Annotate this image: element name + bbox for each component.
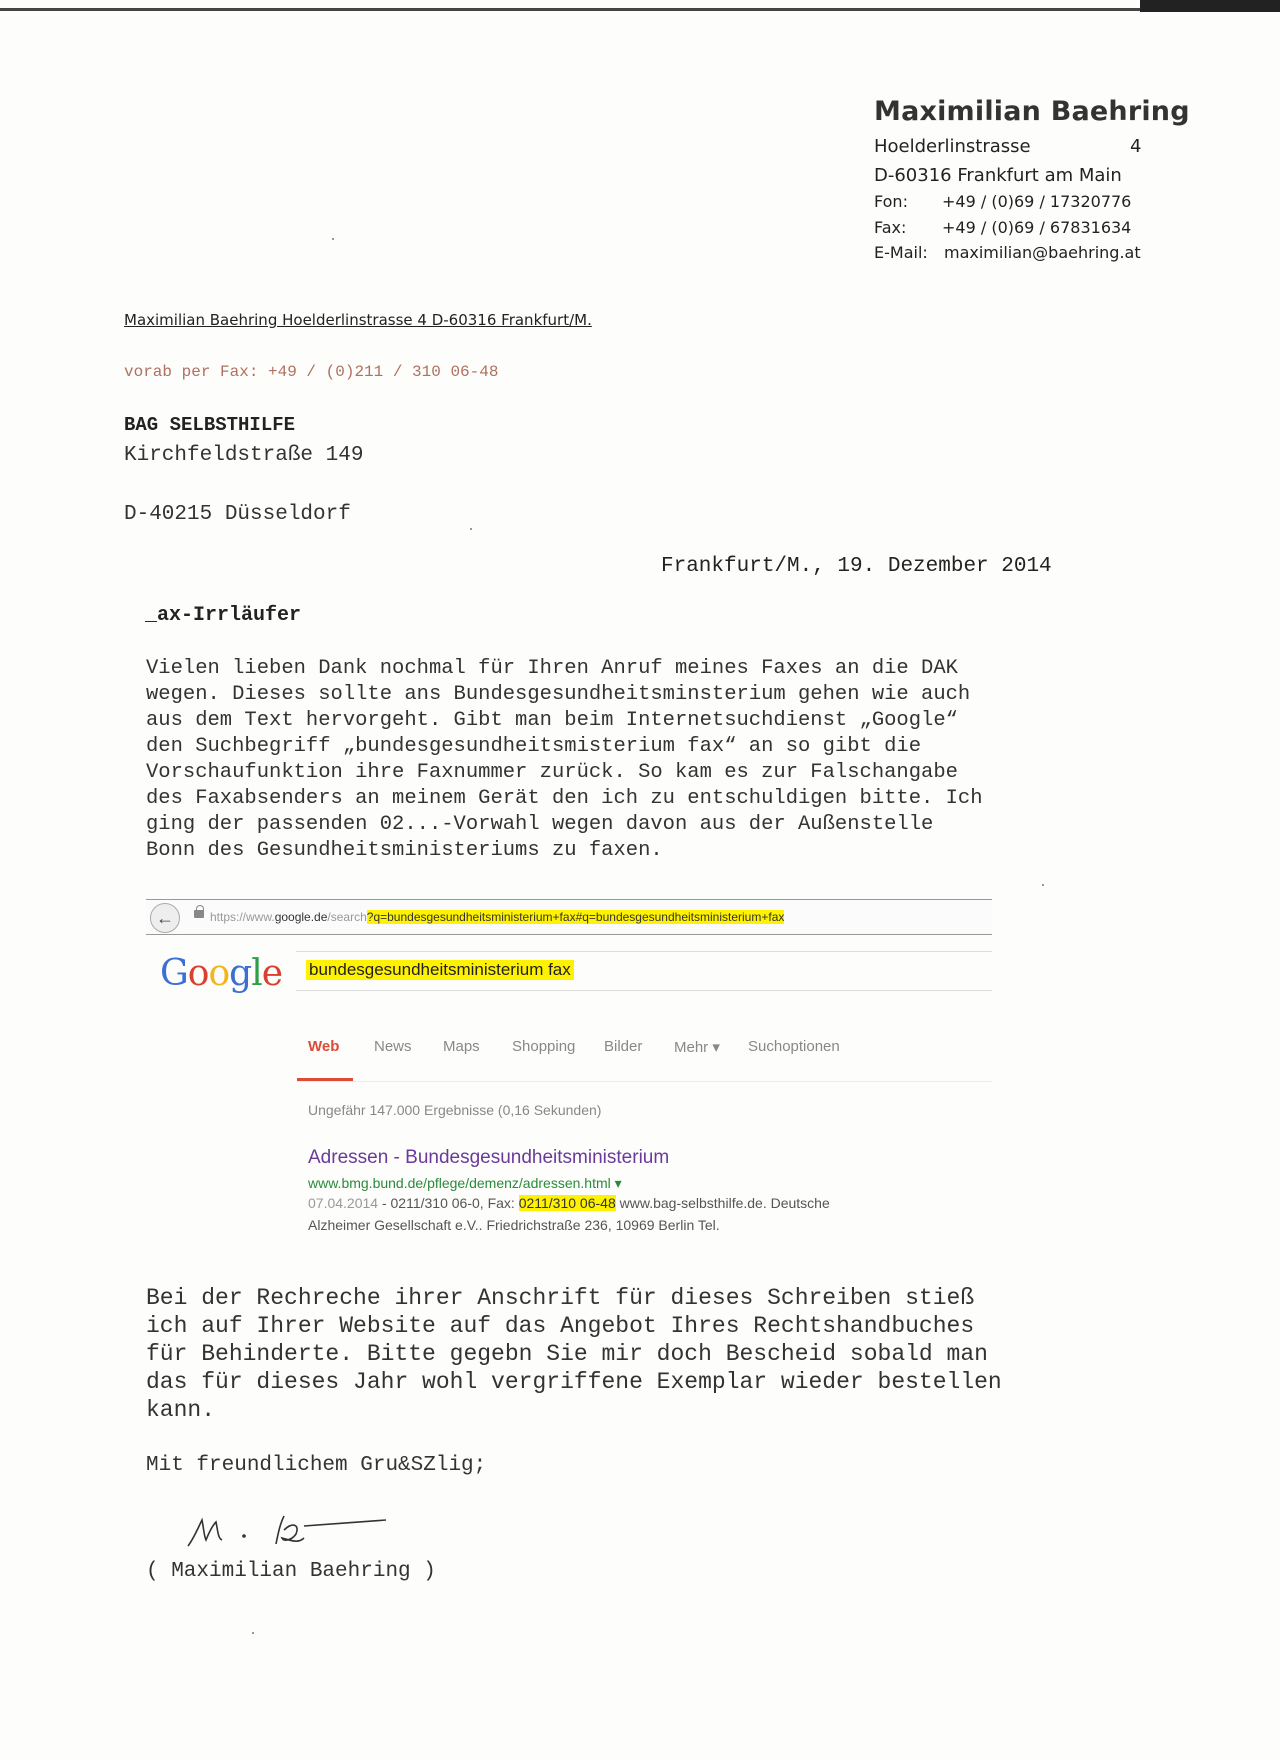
fax-label: Fax:: [874, 218, 907, 237]
google-logo-letter: G: [160, 953, 188, 994]
google-logo-letter: o: [208, 953, 230, 994]
paragraph-2-line: ich auf Ihrer Website auf das Angebot Ihres Rechtshandbuches: [146, 1313, 975, 1339]
paragraph-1-line: Vielen lieben Dank nochmal für Ihren Anruf meines Faxes an die DAK: [146, 657, 958, 680]
result-stats: Ungefähr 147.000 Ergebnisse (0,16 Sekunden): [308, 1102, 602, 1118]
paragraph-1-line: ging der passenden 02...-Vorwahl wegen davon aus der Außenstelle: [146, 813, 934, 836]
result-snippet-line-2: Alzheimer Gesellschaft e.V.. Friedrichstraße 236, 10969 Berlin Tel.: [308, 1217, 720, 1233]
paragraph-2-line: Bei der Rechreche ihrer Anschrift für dieses Schreiben stieß: [146, 1285, 975, 1311]
letterhead-name: Maximilian Baehring: [874, 96, 1190, 127]
letterhead-fax-row: [874, 218, 1131, 237]
url-domain: google.de: [274, 910, 328, 924]
signature-name: ( Maximilian Baehring ): [146, 1560, 436, 1583]
fax-number: +49 / (0)69 / 67831634: [942, 218, 1132, 237]
scan-corner-edge: [1140, 0, 1280, 12]
google-logo: [160, 953, 282, 994]
google-logo-letter: g: [229, 953, 252, 994]
result-url: www.bmg.bund.de/pflege/demenz/adressen.html ▾: [308, 1175, 622, 1191]
email-label: E-Mail:: [874, 243, 928, 262]
paragraph-2-line: kann.: [146, 1397, 216, 1423]
paragraph-1-line: den Suchbegriff „bundesgesundheitsmisterium fax“ an so gibt die: [146, 735, 922, 758]
url-query-highlighted: ?q=bundesgesundheitsministerium+fax#q=bundesgesundheitsministerium+fax: [366, 910, 785, 924]
google-search-screenshot: [146, 893, 996, 1245]
letterhead-city: D-60316 Frankfurt am Main: [874, 165, 1122, 186]
result-snippet-line-1: [308, 1195, 830, 1211]
paragraph-1-line: aus dem Text hervorgeht. Gibt man beim Internetsuchdienst „Google“: [146, 709, 958, 732]
letter-subject: _ax-Irrläufer: [145, 604, 302, 627]
tab-maps: Maps: [443, 1038, 480, 1055]
search-query-highlighted: bundesgesundheitsministerium fax: [306, 960, 574, 980]
closing-salutation: Mit freundlichem Gru&SZlig;: [146, 1454, 487, 1477]
result-snippet-b: www.bag-selbsthilfe.de. Deutsche: [615, 1195, 830, 1211]
tabs-divider: [297, 1081, 992, 1082]
paragraph-1-line: wegen. Dieses sollte ans Bundesgesundheitsminsterium gehen wie auch: [146, 683, 971, 706]
paragraph-1-line: Bonn des Gesundheitsministeriums zu faxen.: [146, 839, 663, 862]
tab-web: Web: [308, 1038, 340, 1055]
paragraph-2-line: das für dieses Jahr wohl vergriffene Exemplar wieder bestellen: [146, 1369, 1002, 1395]
google-logo-letter: e: [261, 953, 283, 994]
scan-speck: [1042, 884, 1044, 886]
letter-date: Frankfurt/M., 19. Dezember 2014: [661, 555, 1052, 578]
paragraph-1-line: des Faxabsenders an meinem Gerät den ich zu entschuldigen bitte. Ich: [146, 787, 983, 810]
browser-address-bar: [146, 899, 992, 935]
sender-return-address: Maximilian Baehring Hoelderlinstrasse 4 D-60316 Frankfurt/M.: [124, 311, 592, 329]
scan-speck: [470, 528, 472, 530]
url-prefix: https://www.: [210, 910, 275, 924]
recipient-city: D-40215 Düsseldorf: [124, 503, 351, 526]
phone-number: +49 / (0)69 / 17320776: [942, 192, 1132, 211]
paragraph-2: [146, 1284, 1096, 1424]
paragraph-1: [146, 656, 1096, 864]
scan-top-edge: [0, 8, 1280, 11]
handwritten-signature: [180, 1500, 420, 1560]
result-snippet-a: - 0211/310 06-0, Fax:: [378, 1195, 519, 1211]
back-arrow-icon: ←: [150, 903, 180, 933]
result-fax-highlighted: 0211/310 06-48: [518, 1195, 616, 1211]
letterhead-phone-row: [874, 192, 1131, 211]
browser-url: [210, 910, 784, 924]
lock-icon: [194, 910, 204, 918]
tab-shopping: Shopping: [512, 1038, 576, 1055]
scan-speck: [252, 1632, 254, 1634]
letterhead-street: Hoelderlinstrasse: [874, 136, 1031, 157]
paragraph-2-line: für Behinderte. Bitte gegebn Sie mir doch Bescheid sobald man: [146, 1341, 988, 1367]
email-address: maximilian@baehring.at: [944, 243, 1141, 262]
pre-fax-note: vorab per Fax: +49 / (0)211 / 310 06-48: [124, 363, 499, 381]
tab-suchoptionen: Suchoptionen: [748, 1038, 840, 1055]
recipient-street: Kirchfeldstraße 149: [124, 444, 364, 467]
tab-news: News: [374, 1038, 412, 1055]
result-date: 07.04.2014: [308, 1195, 379, 1211]
tab-bilder: Bilder: [604, 1038, 643, 1055]
phone-label: Fon:: [874, 192, 908, 211]
tab-mehr: Mehr ▾: [674, 1039, 720, 1056]
scan-speck: [332, 238, 334, 240]
letterhead-email-row: [874, 243, 1141, 262]
google-search-box: [296, 951, 992, 991]
paragraph-1-line: Vorschaufunktion ihre Faxnummer zurück. So kam es zur Falschangabe: [146, 761, 958, 784]
google-logo-letter: o: [187, 953, 209, 994]
letterhead-house-number: 4: [1130, 136, 1142, 157]
recipient-name: BAG SELBSTHILFE: [124, 414, 296, 436]
url-path: /search: [327, 910, 367, 924]
result-title: Adressen - Bundesgesundheitsministerium: [308, 1147, 670, 1168]
google-logo-letter: l: [251, 953, 262, 994]
